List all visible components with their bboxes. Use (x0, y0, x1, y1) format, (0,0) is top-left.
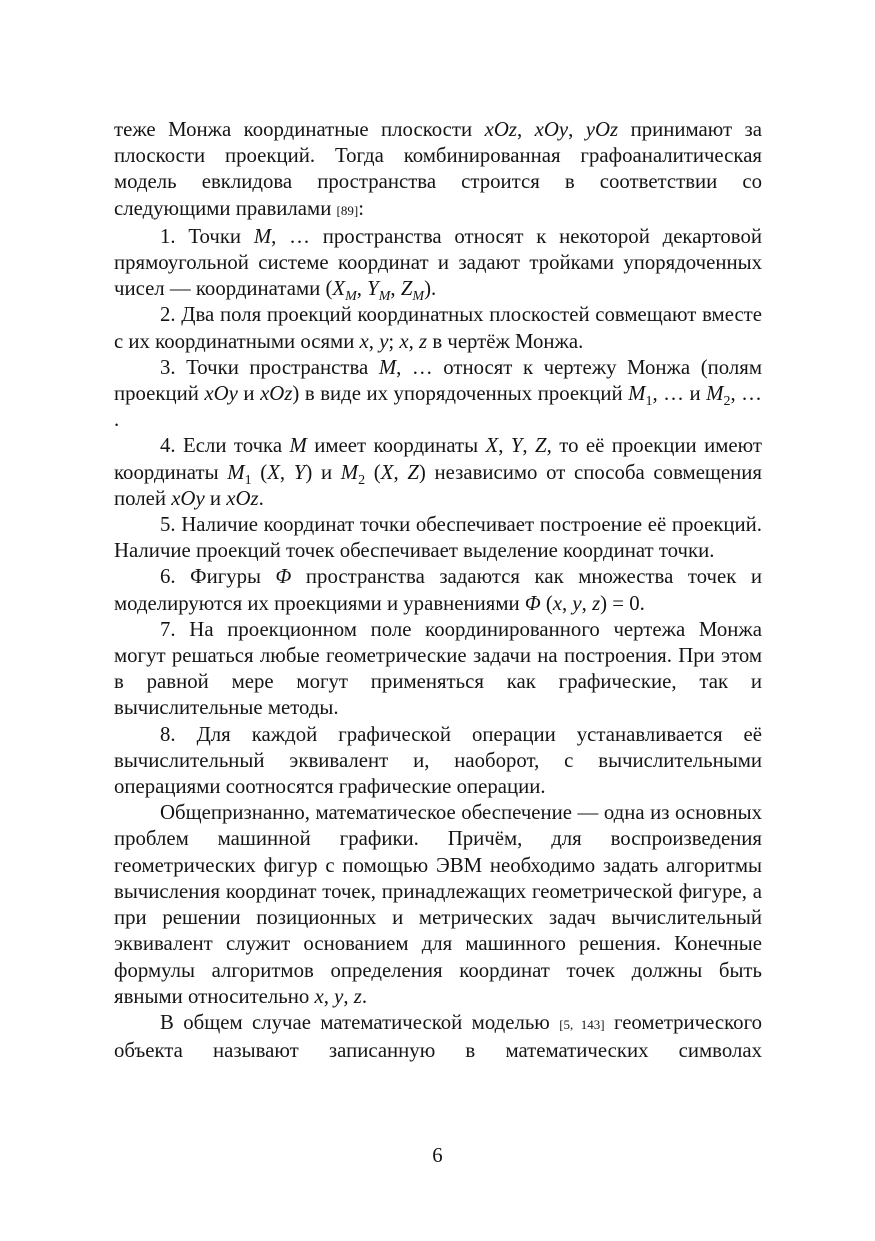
subscript: M (345, 289, 357, 305)
text-run: ) независимо от способа совмещения полей (114, 460, 762, 510)
math-symbol: Y (293, 460, 306, 484)
subscript: M (412, 289, 425, 305)
math-symbol: xOy (204, 382, 238, 406)
math-symbol: xOz (260, 382, 293, 406)
page-number: 6 (432, 1144, 443, 1167)
text-run: , (323, 984, 335, 1008)
text-run: пространства задаются как множества точек и моделируются их проекциями и уравнениями (114, 565, 762, 615)
math-symbol: M (253, 224, 272, 248)
text-run: , (356, 277, 368, 301)
text-run: 6. Фигуры (160, 565, 276, 589)
subscript: 2 (723, 394, 731, 410)
text-run: Общепризнанно, математическое обеспечение — одна из основных проблем машинной графики. Причём, для воспроизведения геометрических фигур с помощью ЭВМ необходимо задать алгоритмы вычисления координат точек, принадлежащих геометрической фигуре, а при решении позиционных и метрических задач вычислительный эквивалент служит основанием для машинного решения. Конечные формулы алгоритмов определения координат точек должны быть явными относительно (114, 801, 762, 1008)
text-run: и (204, 486, 227, 510)
subscript: 1 (244, 472, 252, 488)
text-run: , то её проекции имеют координаты (114, 434, 762, 484)
math-symbol: X (485, 434, 499, 458)
text-run: , (343, 984, 354, 1008)
subscript: 2 (358, 472, 366, 488)
text-run: теже Монжа координатные плоскости (114, 118, 485, 141)
text-run: 5. Наличие координат точки обеспечивает построение её проекций. Наличие проекций точек обеспечивает выделение координат точки. (114, 513, 762, 563)
math-symbol: y (572, 591, 582, 615)
text-run: , … . (114, 382, 762, 432)
text-run: ) = 0. (600, 591, 645, 615)
math-symbol: X (380, 460, 394, 484)
text-run: ( (540, 591, 553, 615)
math-symbol: M (340, 460, 359, 484)
paragraph (114, 1010, 762, 1064)
text-run: имеет координаты (306, 434, 486, 458)
math-symbol: Y (510, 434, 523, 458)
text-run: ) в виде их упорядоченных проекций (292, 382, 629, 406)
text-run: ; (388, 329, 400, 353)
paragraph (114, 224, 762, 303)
math-symbol: M (706, 382, 724, 406)
math-symbol: z (592, 591, 601, 615)
math-symbol: Φ (275, 565, 292, 589)
text-run: 3. Точки пространства (160, 355, 379, 379)
math-symbol: x (552, 591, 563, 615)
math-symbol: X (267, 460, 280, 484)
math-symbol: xOz (484, 118, 517, 141)
math-symbol: Z (535, 434, 547, 458)
text-run: ). (424, 277, 437, 301)
math-symbol: M (227, 460, 245, 484)
text-run: геометрического объекта называют записанную в математических символах (114, 1010, 762, 1063)
math-symbol: y (379, 329, 389, 353)
math-symbol: X (332, 277, 346, 301)
math-symbol: z (419, 329, 428, 353)
text-run: , … относят к чертежу Монжа (полям проекций (114, 355, 762, 406)
text-run: , (562, 591, 573, 615)
text-run: принимают за плоскости проекций. Тогда комбинированная графоаналитическая модель евклидова пространства строится в соответствии со следующими правилами (114, 118, 762, 220)
paragraph (114, 433, 762, 512)
math-symbol: z (353, 984, 362, 1008)
paragraph (114, 564, 762, 616)
math-symbol: xOy (534, 118, 569, 141)
text-run: и (237, 382, 261, 406)
text-run: 4. Если точка (160, 434, 290, 458)
paragraph (114, 800, 762, 1010)
text-run: 1. Точки (160, 224, 254, 248)
text-run: , (390, 277, 401, 301)
paragraph (114, 512, 762, 564)
text-run: 8. Для каждой графической операции устанавливается её вычислительный эквивалент и, наоборот, с вычислительными операциями соотносятся графические операции. (114, 722, 762, 799)
subscript: M (378, 289, 391, 305)
text-run: ( (365, 460, 381, 484)
paragraph (114, 722, 762, 801)
math-symbol: Φ (524, 591, 541, 615)
text-run: ( (251, 460, 268, 484)
math-symbol: Y (367, 277, 379, 301)
math-symbol: x (314, 984, 324, 1008)
math-symbol: xOy (171, 486, 205, 510)
text-run: 2. Два поля проекций координатных плоскостей совмещают вместе с их координатными осями (114, 303, 762, 353)
text-run: 7. На проекционном поле координированного чертежа Монжа могут решаться любые геометрические задачи на построения. При этом в равной мере могут применяться как графические, так и вычислительные методы. (114, 617, 762, 720)
math-symbol: yOz (585, 118, 619, 141)
text-run: , (279, 460, 294, 484)
text-run: , (522, 434, 536, 458)
paragraph (114, 302, 762, 354)
text-run: , (498, 434, 511, 458)
math-symbol: Z (400, 277, 413, 301)
text-run: . (258, 486, 264, 510)
text-run: , (568, 118, 586, 141)
math-symbol: y (334, 984, 344, 1008)
text-run: , (516, 118, 535, 141)
math-symbol: M (378, 355, 397, 379)
text-run: В общем случае математической моделью (160, 1010, 560, 1034)
subscript: 1 (645, 394, 653, 410)
math-symbol: M (628, 382, 646, 406)
text-run: . (361, 984, 368, 1008)
paragraph (114, 617, 762, 722)
page-body (114, 117, 762, 1064)
text-run: , (408, 329, 420, 353)
text-run: ) и (305, 460, 341, 484)
math-symbol: xOz (226, 486, 259, 510)
math-symbol: Z (407, 460, 419, 484)
text-run: , (393, 460, 408, 484)
citation-ref: [5, 143] (559, 1016, 605, 1032)
text-run: , (368, 329, 380, 353)
math-symbol: M (289, 434, 307, 458)
text-run: : (358, 196, 364, 220)
paragraph (114, 117, 762, 224)
text-run: , … и (652, 382, 707, 406)
math-symbol: x (399, 329, 409, 353)
citation-ref: [89] (336, 202, 359, 218)
text-run: , (581, 591, 593, 615)
text-run: в чертёж Монжа. (427, 329, 584, 353)
paragraph (114, 355, 762, 434)
math-symbol: x (359, 329, 369, 353)
text-run: , … пространства относят к некоторой декартовой прямоугольной системе координат и задают тройками упорядоченных чисел — координатами ( (114, 224, 762, 301)
